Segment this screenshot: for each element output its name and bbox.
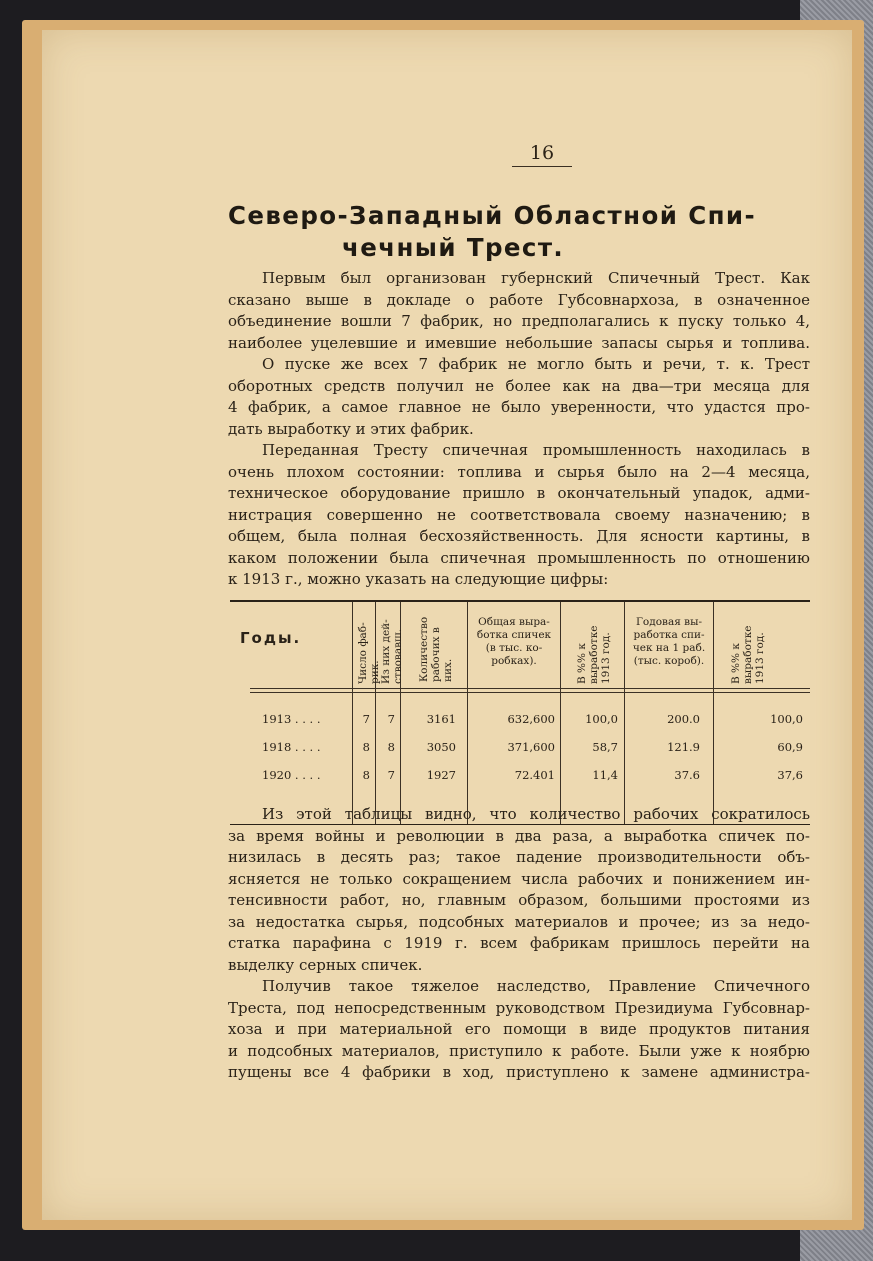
text-line: очень плохом состоянии: топлива и сырья было на 2—4 месяца, <box>228 462 810 481</box>
cell-pct-1: 58,7 <box>592 740 618 754</box>
text-line: и подсобных материалов, приступило к работе. Были уже к ноябрю <box>228 1041 810 1060</box>
cell-workers: 3161 <box>426 712 456 726</box>
cell-year: 1918 . . . . <box>262 740 321 754</box>
text-line: О пуске же всех 7 фабрик не могло быть и речи, т. к. Трест <box>262 355 810 373</box>
text-line: к 1913 г., можно указать на следующие цифры: <box>228 570 609 588</box>
cell-year: 1920 . . . . <box>262 768 321 782</box>
text-line: тенсивности работ, но, главным образом, большими простоями из <box>228 891 810 909</box>
header-output: Общая выра- ботка спичек (в тыс. ко- робках). <box>476 616 552 667</box>
text-line: Переданная Тресту спичечная промышленность находилась в <box>262 441 810 459</box>
text-line: Получив такое тяжелое наследство, Правление Спичечного <box>262 977 810 995</box>
section-title <box>212 200 792 264</box>
paragraph-4 <box>228 804 810 976</box>
cell-active: 8 <box>387 740 395 754</box>
text-line: хоза и при материальной его помощи в виде продуктов питания <box>228 1020 810 1038</box>
cell-annual: 37.6 <box>674 768 700 782</box>
text-line: статка парафина с 1919 г. всем фабрикам пришлось перейти на <box>228 934 810 952</box>
cell-workers: 1927 <box>426 768 456 782</box>
cell-output: 371,600 <box>507 740 555 754</box>
cell-pct-1: 100,0 <box>585 712 618 726</box>
paragraph-1 <box>228 268 810 354</box>
header-annual: Годовая вы- работка спи- чек на 1 раб. (тыс. короб). <box>632 616 706 667</box>
book-page <box>42 30 852 1220</box>
text-line: 4 фабрик, а самое главное не было уверенности, что удастся про- <box>228 398 810 416</box>
header-pct-2: В %% к выработке 1913 год. <box>730 625 766 684</box>
text-line: за недостатка сырья, подсобных материалов и прочее; из за недо- <box>228 912 810 931</box>
cell-pct-2: 37,6 <box>777 768 803 782</box>
paragraph-2 <box>228 354 810 440</box>
text-line: Треста, под непосредственным руководством Президиума Губсовнар- <box>228 998 810 1017</box>
cell-active: 7 <box>387 712 395 726</box>
text-line: ясняется не только сокращением числа рабочих и понижением ин- <box>228 869 810 888</box>
header-workers: Количество рабочих в них. <box>418 616 454 682</box>
header-active: Из них дей- ствовавш. <box>380 619 404 684</box>
header-factories: Число фаб- рик. <box>357 622 381 684</box>
cell-output: 72.401 <box>514 768 555 782</box>
paragraph-3 <box>228 440 810 591</box>
text-line: дать выработку и этих фабрик. <box>228 419 474 438</box>
text-line: оборотных средств получил не более как на два—три месяца для <box>228 376 810 395</box>
header-years: Годы. <box>240 629 302 647</box>
cell-year: 1913 . . . . <box>262 712 321 726</box>
text-line: нистрация совершенно не соответствовала своему назначению; в <box>228 505 810 524</box>
title-line-2: чечный Трест. <box>342 233 565 262</box>
text-line: сказано выше в докладе о работе Губсовнархоза, в означенное <box>228 290 810 309</box>
cell-annual: 121.9 <box>667 740 700 754</box>
cell-pct-2: 100,0 <box>770 712 803 726</box>
text-line: низилась в десять раз; такое падение производительности объ- <box>228 848 810 866</box>
text-line: каком положении была спичечная промышленность по отношению <box>228 548 810 567</box>
header-rule <box>250 688 810 689</box>
paragraph-5 <box>228 976 810 1084</box>
header-rule <box>250 692 810 693</box>
page-number: 16 <box>512 142 572 167</box>
title-line-1: Северо-Западный Областной Спи- <box>228 201 757 230</box>
text-line: Первым был организован губернский Спичечный Трест. Как <box>262 269 810 287</box>
text-line: объединение вошли 7 фабрик, но предполагались к пуску только 4, <box>228 312 810 330</box>
text-line: общем, была полная бесхозяйственность. Для ясности картины, в <box>228 527 810 545</box>
cell-factories: 7 <box>362 712 370 726</box>
cell-workers: 3050 <box>426 740 456 754</box>
header-pct-1: В %% к выработке 1913 год. <box>576 625 612 684</box>
cell-active: 7 <box>387 768 395 782</box>
text-line: Из этой таблицы видно, что количество рабочих сократилось <box>262 805 810 823</box>
cell-pct-2: 60,9 <box>777 740 803 754</box>
text-line: техническое оборудование пришло в окончательный упадок, адми- <box>228 484 810 502</box>
text-line: выделку серных спичек. <box>228 955 423 974</box>
text-line: наиболее уцелевшие и имевшие небольшие запасы сырья и топлива. <box>228 333 810 352</box>
text-line: пущены все 4 фабрики в ход, приступлено к замене администра- <box>228 1063 810 1081</box>
cell-factories: 8 <box>362 740 370 754</box>
cell-output: 632,600 <box>507 712 555 726</box>
text-line: за время войны и революции в два раза, а выработка спичек по- <box>228 826 810 845</box>
cell-pct-1: 11,4 <box>592 768 618 782</box>
cell-annual: 200.0 <box>667 712 700 726</box>
cell-factories: 8 <box>362 768 370 782</box>
statistics-table <box>230 600 810 825</box>
